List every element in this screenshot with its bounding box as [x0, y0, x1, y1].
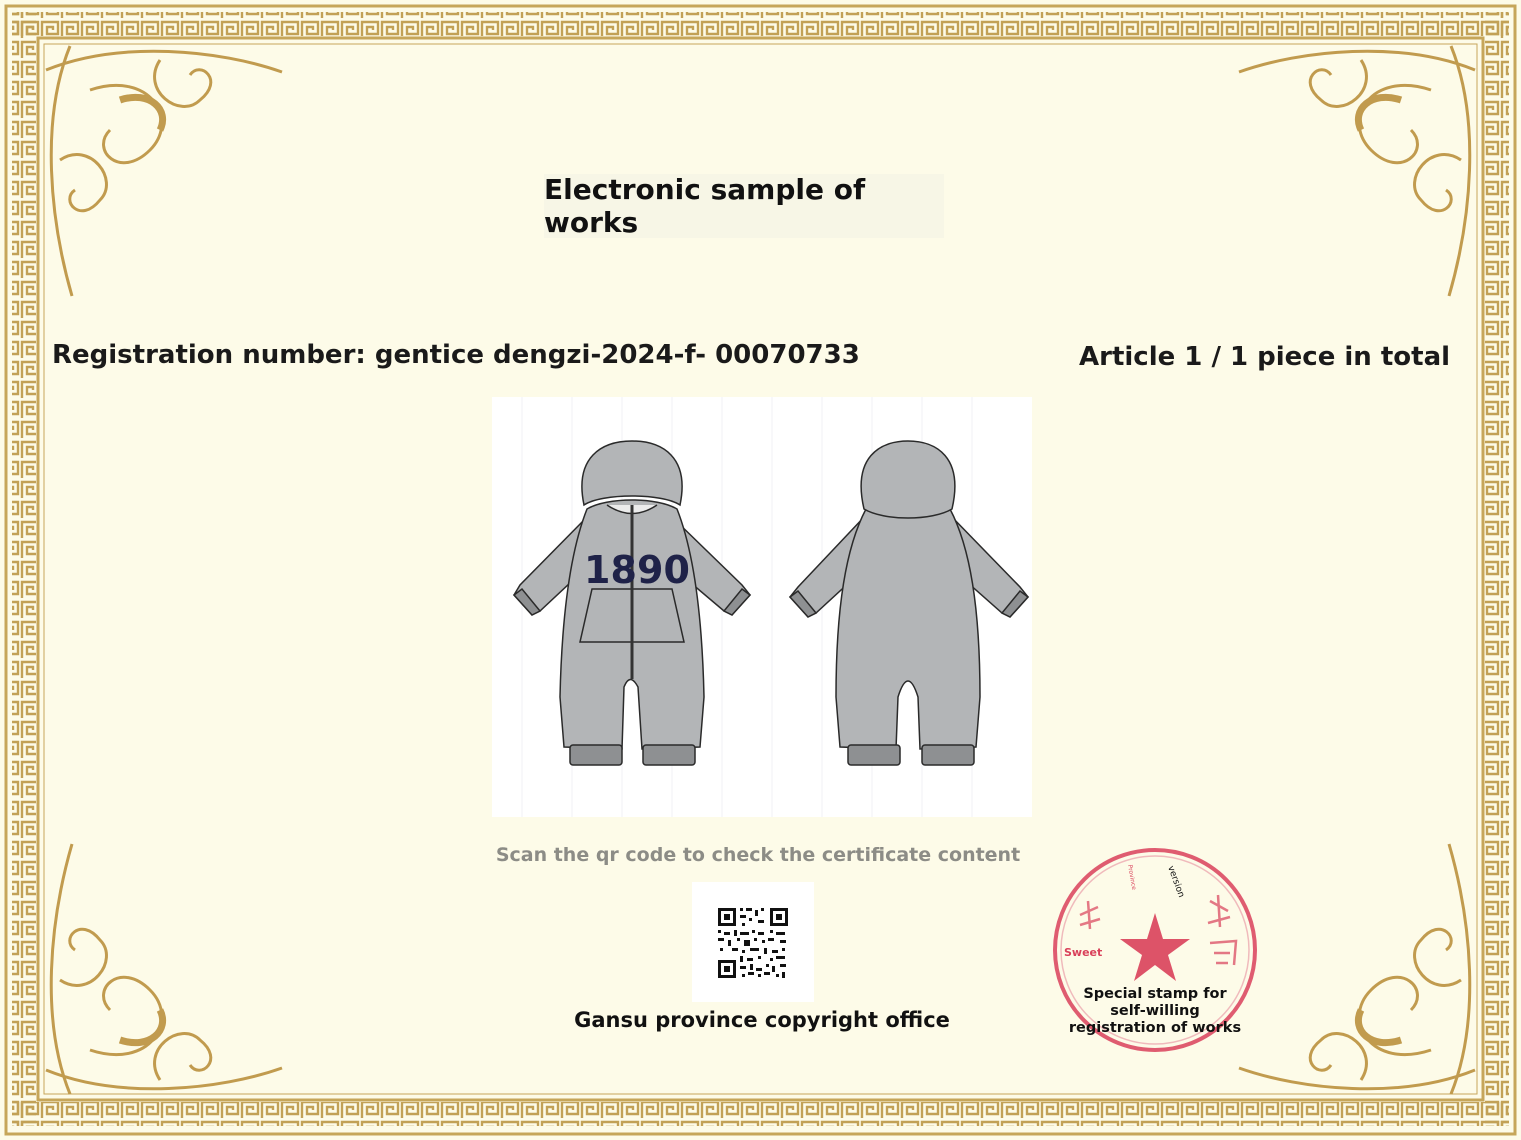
stamp-word-sweet: Sweet — [1064, 946, 1103, 959]
corner-ornament-bottom-right — [1239, 844, 1475, 1094]
work-sample-image — [492, 397, 1032, 817]
romper-number-left: 18 — [584, 548, 637, 592]
romper-number-right: 90 — [637, 548, 690, 592]
issuing-office: Gansu province copyright office — [574, 1008, 950, 1032]
stamp-caption-line1: Special stamp for — [1083, 986, 1227, 1002]
romper-back — [790, 441, 1028, 765]
stamp-caption-line3: registration of works — [1068, 1020, 1242, 1036]
corner-ornament-top-left — [46, 46, 282, 296]
scan-prompt: Scan the qr code to check the certificate content — [495, 844, 1021, 866]
article-count: Article 1 / 1 piece in total — [1079, 342, 1451, 372]
registration-number: Registration number: gentice dengzi-2024-f- 00070733 — [52, 340, 860, 370]
stamp-caption-line2: self-willing — [1110, 1003, 1200, 1019]
romper-front — [514, 441, 750, 765]
stamp-caption — [1060, 986, 1250, 1037]
corner-ornament-top-right — [1239, 46, 1475, 296]
verification-qr-code[interactable] — [692, 882, 814, 1002]
corner-ornament-bottom-left — [46, 844, 282, 1094]
stamp-star-icon — [1120, 913, 1190, 981]
stamp-word-version: version — [1165, 864, 1186, 900]
stamp-word-province: Province — [1126, 864, 1138, 891]
certificate-title: Electronic sample of works — [544, 174, 944, 238]
